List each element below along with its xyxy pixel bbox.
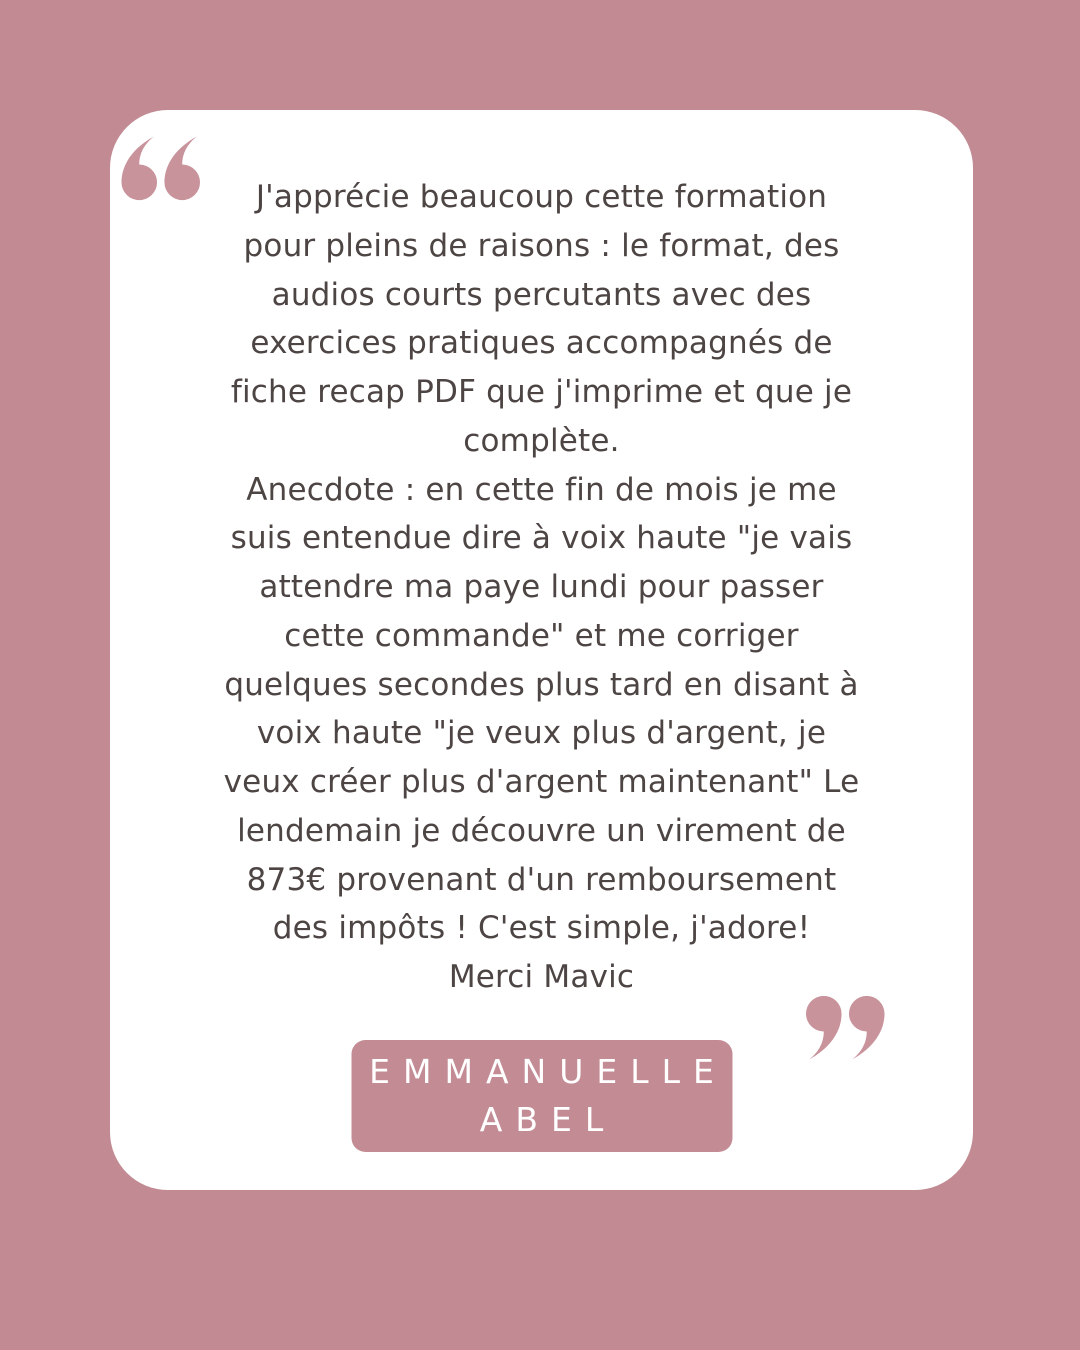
testimonial-text bbox=[170, 173, 913, 1002]
quote-line: lendemain je découvre un virement de bbox=[237, 812, 846, 849]
quote-line: fiche recap PDF que j'imprime et que je bbox=[230, 374, 853, 410]
quote-line: attendre ma paye lundi pour passer bbox=[259, 569, 824, 605]
quote-line: cette commande" et me corriger bbox=[284, 617, 799, 654]
quote-line: exercices pratiques accompagnés de bbox=[250, 325, 833, 362]
quote-line: suis entendue dire à voix haute "je vais bbox=[230, 520, 853, 557]
quote-line: J'apprécie beaucoup cette formation bbox=[255, 179, 828, 215]
author-badge bbox=[351, 1040, 732, 1152]
close-quote-icon bbox=[806, 994, 886, 1060]
quote-line: Anecdote : en cette fin de mois je me bbox=[246, 471, 837, 508]
quote-line: pour pleins de raisons : le format, des bbox=[243, 227, 840, 264]
quote-line: 873€ provenant d'un remboursement bbox=[246, 861, 837, 898]
quote-line: complète. bbox=[463, 422, 620, 459]
quote-line: veux créer plus d'argent maintenant" Le bbox=[223, 764, 860, 800]
testimonial-card bbox=[110, 110, 973, 1190]
author-name-line2: ABEL bbox=[479, 1100, 617, 1139]
quote-line: audios courts percutants avec des bbox=[271, 276, 812, 313]
quote-line: Merci Mavic bbox=[448, 959, 635, 995]
quote-line: quelques secondes plus tard en disant à bbox=[224, 666, 859, 703]
quote-line: des impôts ! C'est simple, j'adore! bbox=[272, 910, 811, 947]
quote-line: voix haute "je veux plus d'argent, je bbox=[256, 715, 827, 752]
author-name-line1: EMMANUELLE bbox=[369, 1052, 727, 1091]
